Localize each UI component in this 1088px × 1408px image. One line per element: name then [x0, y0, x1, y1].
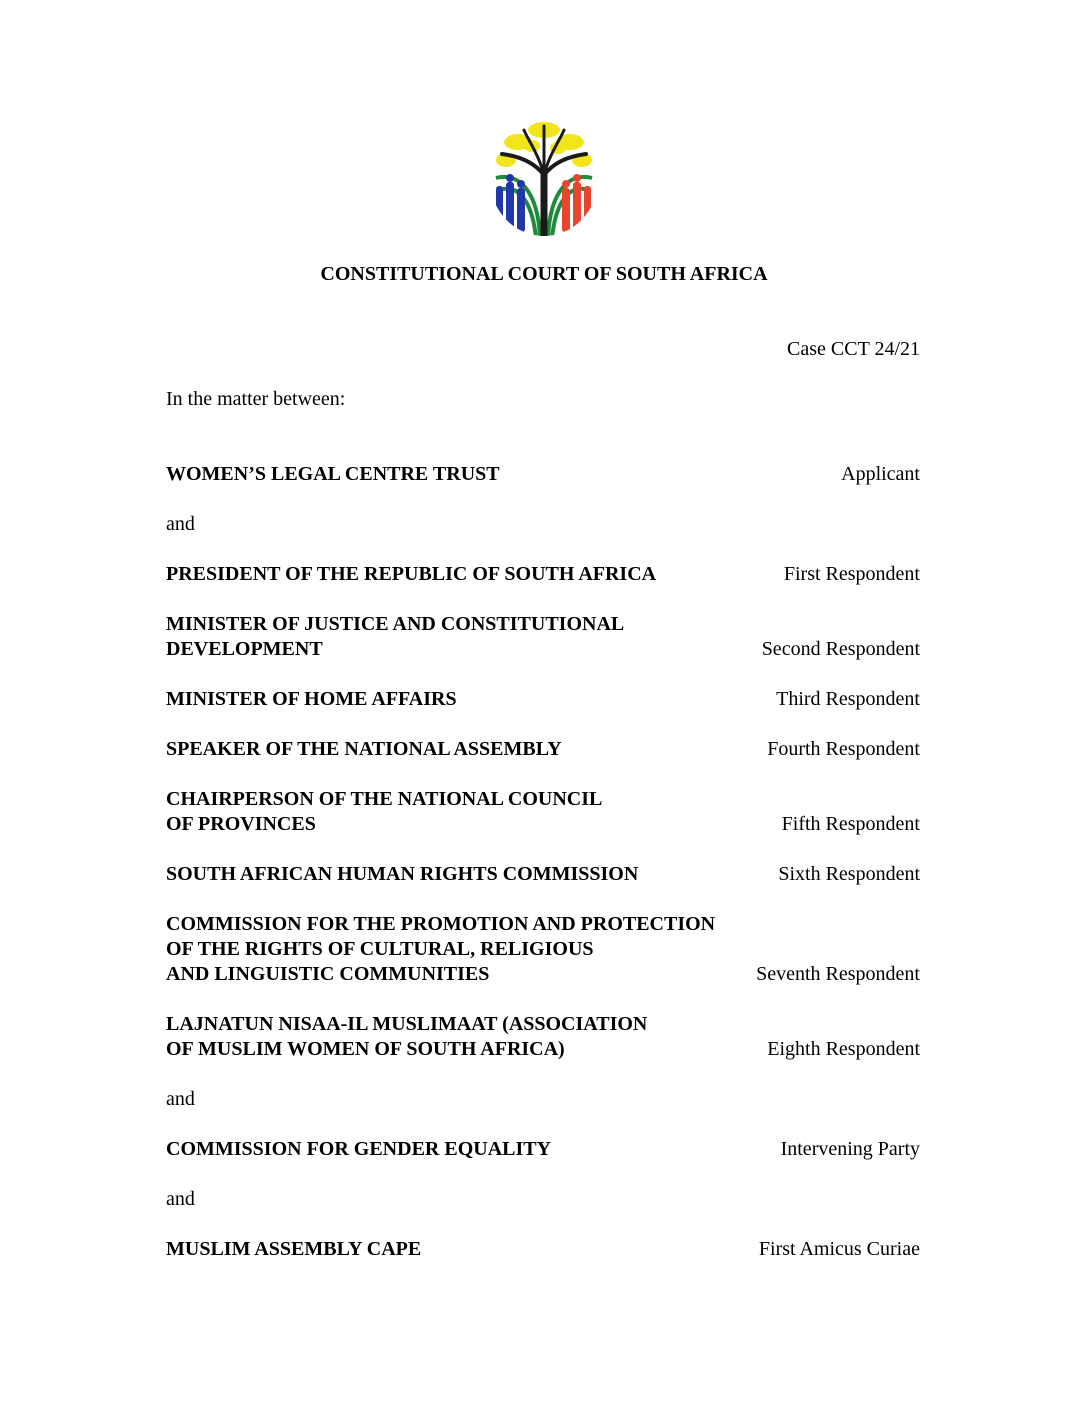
court-title: CONSTITUTIONAL COURT OF SOUTH AFRICA: [320, 263, 768, 285]
party-role: Eighth Respondent: [767, 1038, 920, 1060]
party-name: COMMISSION FOR THE PROMOTION AND PROTECTION: [166, 913, 716, 935]
connector-and: and: [166, 1188, 195, 1210]
party-role: Seventh Respondent: [756, 963, 920, 985]
party-role: Applicant: [841, 463, 920, 485]
party-name: MUSLIM ASSEMBLY CAPE: [166, 1238, 422, 1260]
party-role: Sixth Respondent: [778, 863, 920, 885]
party-name: MINISTER OF JUSTICE AND CONSTITUTIONAL: [166, 613, 625, 635]
party-name: WOMEN’S LEGAL CENTRE TRUST: [166, 463, 500, 485]
intro-text: In the matter between:: [166, 388, 346, 410]
party-role: First Amicus Curiae: [758, 1238, 920, 1260]
party-role: Fourth Respondent: [767, 738, 920, 760]
party-name: OF THE RIGHTS OF CULTURAL, RELIGIOUS: [166, 938, 594, 960]
party-role: Intervening Party: [780, 1138, 920, 1160]
case-number: Case CCT 24/21: [787, 338, 920, 360]
party-name: COMMISSION FOR GENDER EQUALITY: [166, 1138, 552, 1160]
party-name: CHAIRPERSON OF THE NATIONAL COUNCIL: [166, 788, 603, 810]
connector-and: and: [166, 513, 195, 535]
party-role: First Respondent: [783, 563, 920, 585]
party-role: Fifth Respondent: [781, 813, 920, 835]
party-name: PRESIDENT OF THE REPUBLIC OF SOUTH AFRICA: [166, 563, 657, 585]
connector-and: and: [166, 1088, 195, 1110]
party-name: SPEAKER OF THE NATIONAL ASSEMBLY: [166, 738, 562, 760]
party-name: OF PROVINCES: [166, 813, 316, 835]
party-name: MINISTER OF HOME AFFAIRS: [166, 688, 457, 710]
party-name: OF MUSLIM WOMEN OF SOUTH AFRICA): [166, 1038, 565, 1060]
party-role: Third Respondent: [776, 688, 920, 710]
party-name: DEVELOPMENT: [166, 638, 323, 660]
court-logo: [488, 120, 600, 238]
party-name: SOUTH AFRICAN HUMAN RIGHTS COMMISSION: [166, 863, 639, 885]
party-role: Second Respondent: [761, 638, 920, 660]
party-name: LAJNATUN NISAA-IL MUSLIMAAT (ASSOCIATION: [166, 1013, 648, 1035]
party-name: AND LINGUISTIC COMMUNITIES: [166, 963, 490, 985]
